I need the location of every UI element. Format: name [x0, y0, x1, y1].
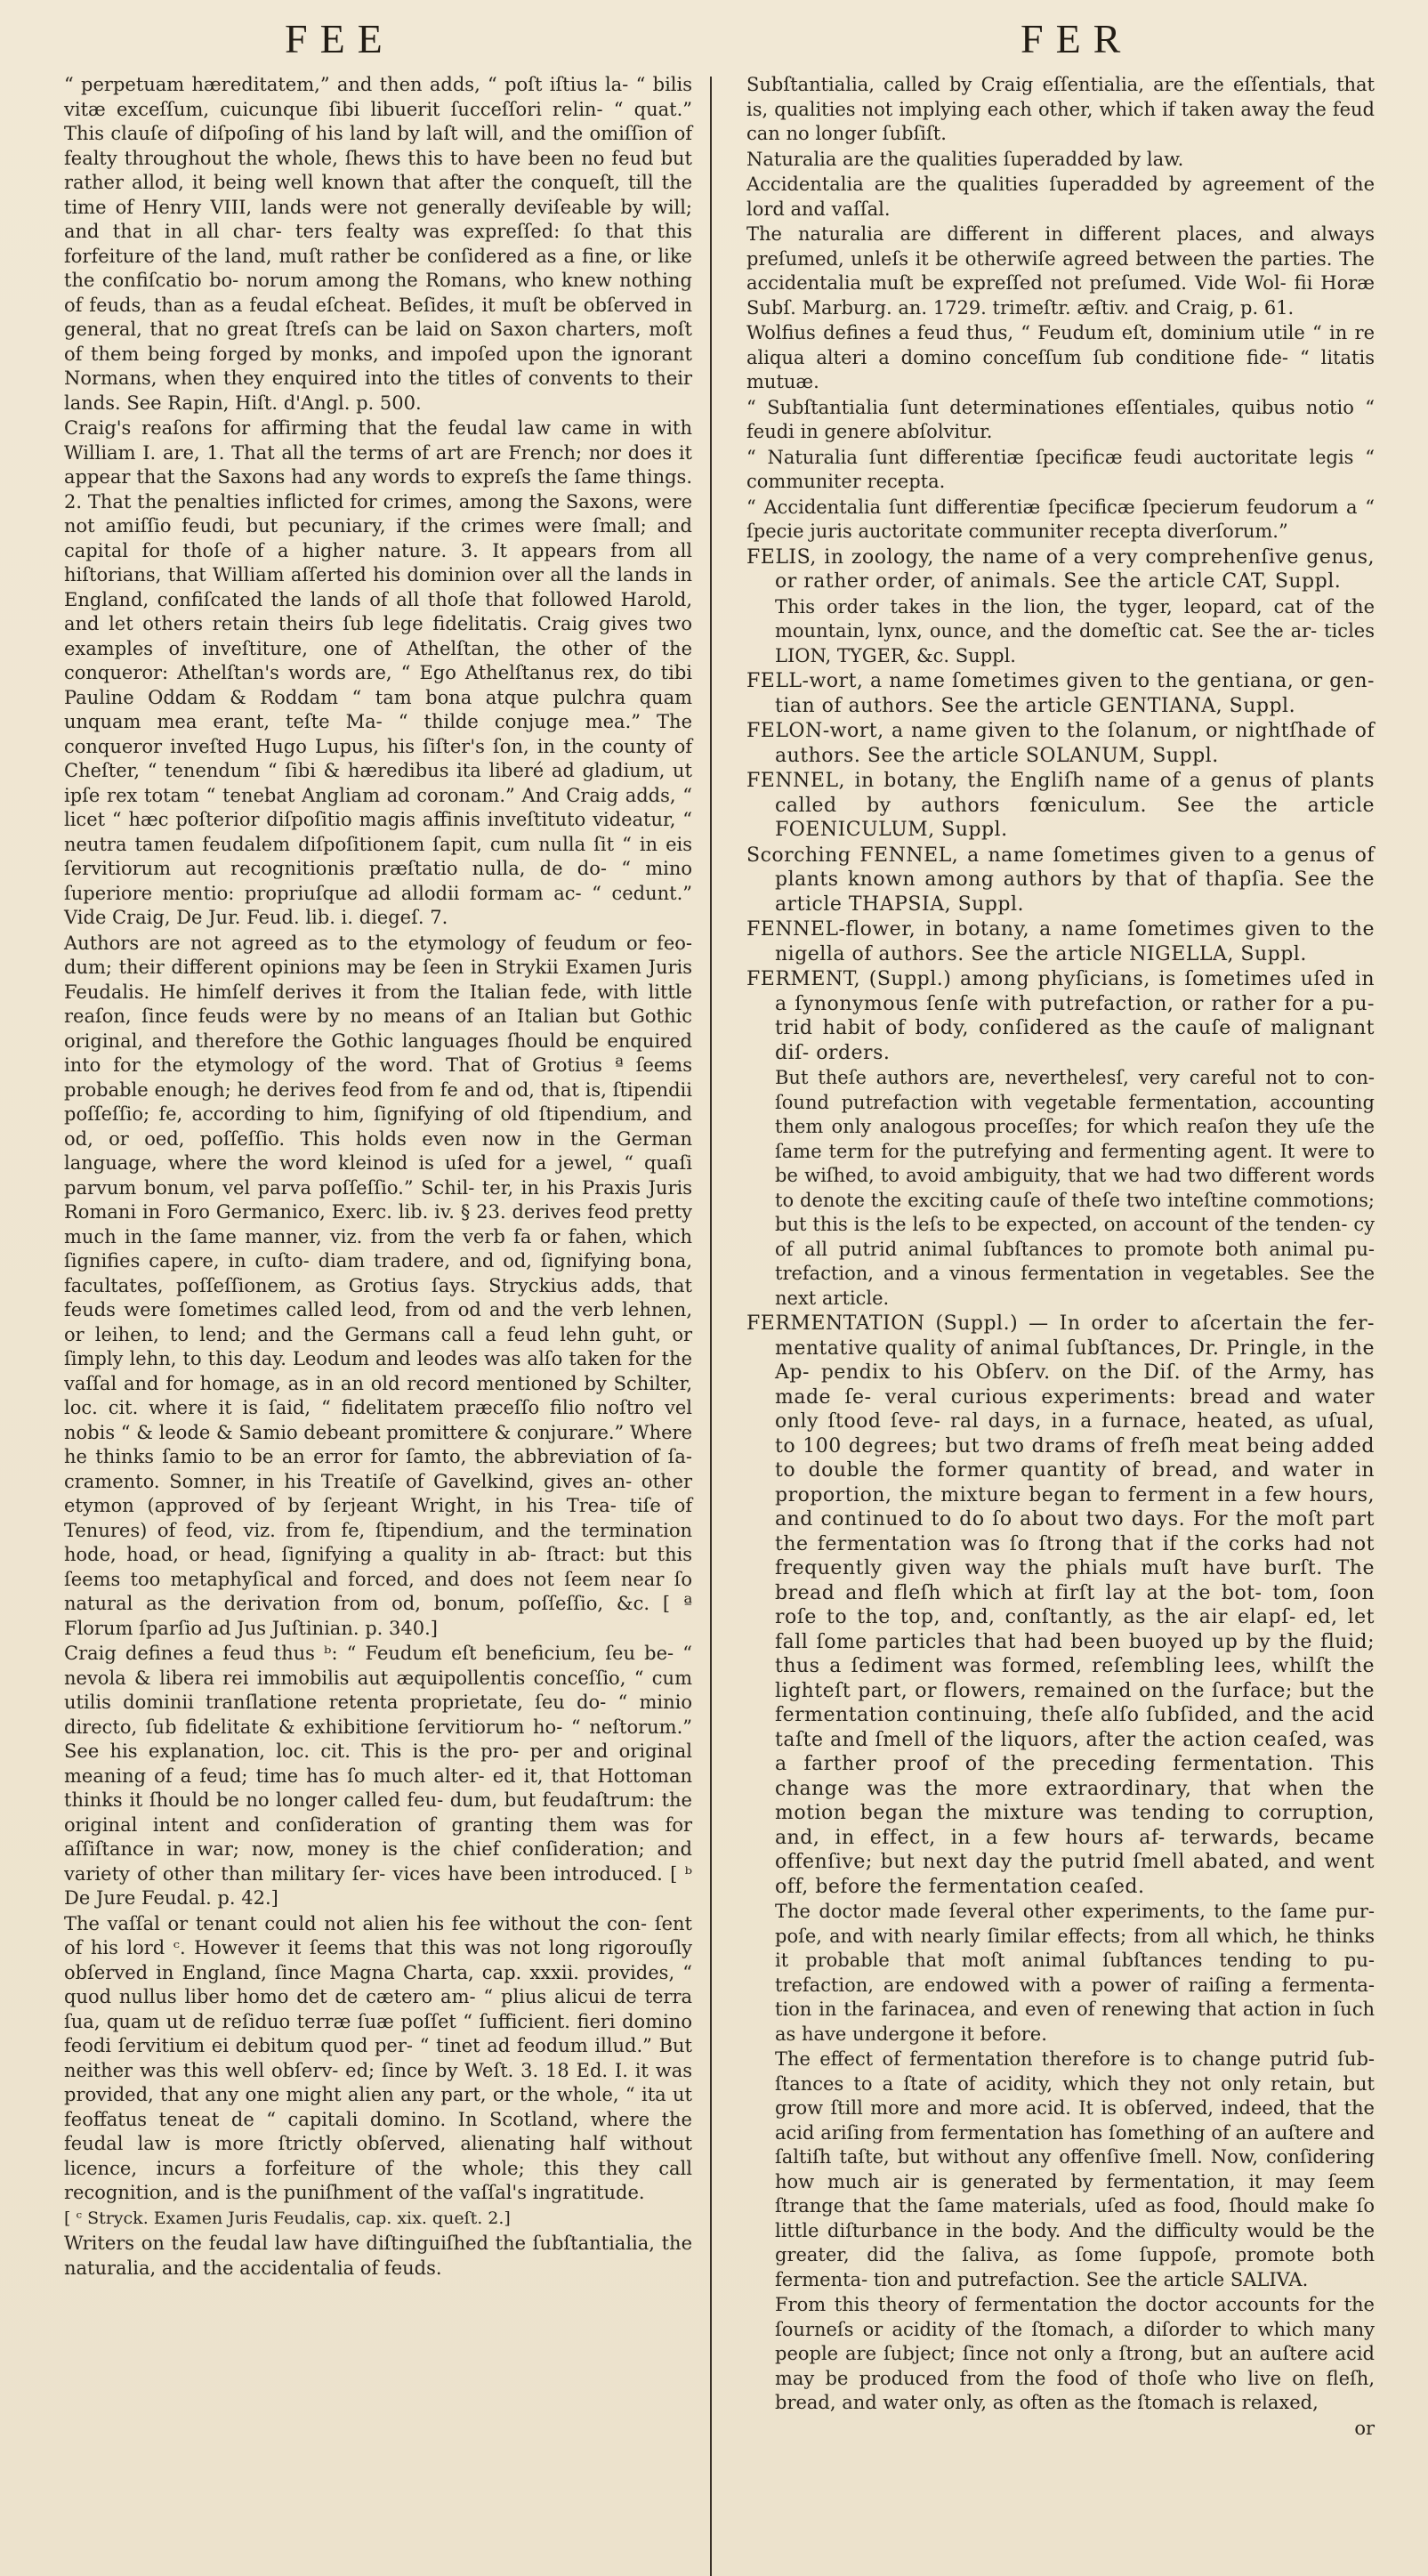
paragraph-ferment-authors: But theſe authors are, neverthelesſ, very careful not to con- ſound putrefaction with vegetable fermentation, accounting them only analogous proceſſes; for which reaſon they uſe the ſame term for the putrefying and fermenting agent. It were to be wiſhed, to avoid ambiguity, that we had two different words to denote the exciting cauſe of theſe two inteſtine commotions; but this is the leſs to be expected, on account of the tenden- cy of all putrid animal ſubſtances to promote both animal pu- trefaction, and a vinous fermentation in vegetables. See the next article.: [775, 1067, 1375, 1309]
paragraph-felis-order: This order takes in the lion, the tyger, leopard, cat of the mountain, lynx, ounce, and the domeſtic cat. See the ar- ticles LION, TYGER, &c. Suppl.: [775, 595, 1375, 666]
footnote-stryck: [ ᶜ Stryck. Examen Juris Feudalis, cap. xix. queſt. 2.]: [64, 2208, 511, 2228]
entry-fermentation: FERMENTATION (Suppl.) — In order to aſcertain the fer- mentative quality of animal ſubſtances, Dr. Pringle, in the Ap- pendix to his Obſerv. on the Diſ. of the Army, has made ſe- veral curious experiments: bread and water only ſtood ſeve- ral days, in a furnace, heated, as uſual, to 100 degrees; but two drams of freſh meat being added to double the former quantity of bread, and water in proportion, the mixture began to ferment in a few hours, and continued to do ſo about two days. For the moſt part the fermentation was ſo ſtrong that if the corks had not frequently given way the phials muſt have burſt. The bread and fleſh which at firſt lay at the bot- tom, ſoon roſe to the top, and, conſtantly, as the air elapſ- ed, let fall ſome particles that had been buoyed up by the fluid; thus a ſediment was formed, reſembling lees, whilſt the lighteſt part, or flowers, remained on the ſurface; but the fermentation continuing, theſe alſo ſubſided, and the acid taſte and ſmell of the liquors, after the action ceaſed, was a farther proof of the preceding fermentation. This change was the more extraordinary, that when the motion began the mixture was tending to corruption, and, in effect, in a few hours af- terwards, became offenſive; but next day the putrid ſmell abated, and went off, before the fermentation ceaſed.: [746, 1312, 1375, 1898]
entry-fennel: FENNEL, in botany, the Engliſh name of a genus of plants called by authors fœniculum. See the article FOENICULUM, Suppl.: [746, 770, 1375, 841]
quote-accidentalia: “ Accidentalia ſunt differentiæ ſpecificæ ſpecierum feudorum a “ ſpecie juris auctoritate communiter recepta diverſorum.”: [746, 496, 1375, 542]
paragraph-feud-will: “ perpetuam hæreditatem,” and then adds, “ poſt iſtius la- “ bilis vitæ exceſſum, cuicunque ſibi libuerit ſucceſſori relin- “ quat.” This clauſe of diſpoſing of his land by laſt will, and the omiſſion of fealty throughout the whole, ſhews this to have been no feud but rather allod, it being well known that after the conqueſt, till the time of Henry VIII, lands were not generally deviſeable by will; and that in all char- ters fealty was expreſſed: ſo that this forfeiture of the land, muſt rather be conſidered as a fine, or like the confiſcatio bo- norum among the Romans, who knew nothing of feuds, than as a feudal eſcheat. Beſides, it muſt be obſerved in general, that no great ſtreſs can be laid on Saxon charters, moſt of them being forged by monks, and impoſed upon the ignorant Normans, when they enquired into the titles of convents to their lands. See Rapin, Hiſt. d'Angl. p. 500.: [64, 74, 692, 414]
right-column: [746, 73, 1375, 2442]
paragraph-substantialia: Subſtantialia, called by Craig eſſentialia, are the eſſentials, that is, qualities not implying each other, which if taken away the feud can no longer ſubſiſt.: [746, 74, 1375, 144]
entry-scorching-fennel: Scorching FENNEL, a name ſometimes given to a genus of plants known among authors by that of thapſia. See the article THAPSIA, Suppl.: [746, 844, 1375, 916]
entry-felis: FELIS, in zoology, the name of a very comprehenſive genus, or rather order, of animals. See the article CAT, Suppl.: [746, 545, 1375, 593]
paragraph-vassal-alien: The vaſſal or tenant could not alien his fee without the con- ſent of his lord ᶜ. However it ſeems that this was not long rigorouſly obſerved in England, ſince Magna Charta, cap. xxxii. provides, “ quod nullus liber homo det de cætero am- “ plius alicui de terra ſua, quam ut de reſiduo terræ ſuæ poſſet “ ſufficient. fieri domino feodi ſervitium ei debitum quod per- “ tinet ad feodum illud.” But neither was this well obſerv- ed; ſince by Weſt. 3. 18 Ed. I. it was provided, that any one might alien any part, or the whole, “ ita ut feoffatus teneat de “ capitali domino. In Scotland, where the feudal law is more ſtrictly obſerved, alienating half without licence, incurs a forfeiture of the whole; this they call recognition, and is the puniſhment of the vaſſal's ingratitude.: [64, 1912, 692, 2203]
column-divider: [710, 77, 712, 2576]
text-columns: [64, 73, 1375, 2442]
running-headers: [64, 12, 1375, 66]
paragraph-naturalia: Naturalia are the qualities ſuperadded by law.: [746, 148, 1184, 170]
catchword: or: [1354, 2417, 1375, 2439]
paragraph-etymology: Authors are not agreed as to the etymology of feudum or feo- dum; their different opinions may be ſeen in Strykii Examen Juris Feudalis. He himſelf derives it from the Italian fede, with little reaſon, ſince feuds were by no means of an Italian but Gothic original, and therefore the Gothic languages ſhould be enquired into for the etymology of the word. That of Grotius ª ſeems probable enough; he derives feod from fe and od, that is, ſtipendii poſſeſſio; fe, according to him, ſignifying of old ſtipendium, and od, or oed, poſſeſſio. This holds even now in the German language, where the word kleinod is uſed for a jewel, “ quaſi parvum bonum, vel parva poſſeſſio.” Schil- ter, in his Praxis Juris Romani in Foro Germanico, Exerc. lib. iv. § 23. derives feod pretty much in the ſame manner, viz. from the verb fa or fahen, which ſignifies capere, in cuſto- diam tradere, and od, ſignifying bona, facultates, poſſeſſionem, as Grotius ſays. Stryckius adds, that feuds were ſometimes called leod, from od and the verb lehnen, or leihen, to lend; and the Germans call a feud lehn guht, or ſimply lehn, to this day. Leodum and leodes was alſo taken for the vaſſal and for homage, as in an old record mentioned by Schilter, loc. cit. where it is ſaid, “ fidelitatem præceſſo filio noſtro vel nobis “ & leode & Samio debeant promittere & conjurare.” Where he thinks ſamio to be an error for ſamto, the abbreviation of ſa- cramento. Somner, in his Treatiſe of Gavelkind, gives an- other etymon (approved of by ſerjeant Wright, in his Trea- tiſe of Tenures) of feod, viz. from fe, ſtipendium, and the termination hode, hoad, or head, ſignifying a quality in ab- ſtract: but this ſeems too metaphyſical and forced, and does not ſeem near ſo natural as the derivation from od, bonum, poſſeſſio, &c. [ ª Florum ſparſio ad Jus Juſtinian. p. 340.]: [64, 932, 692, 1639]
quote-substantialia: “ Subſtantialia ſunt determinationes eſſentiales, quibus notio “ feudi in genere abſolvitur.: [746, 396, 1375, 442]
paragraph-effect-fermentation: The effect of fermentation therefore is to change putrid ſub- ſtances to a ſtate of acidity, which they not only retain, but grow ſtill more and more acid. It is obſerved, indeed, that the acid ariſing from fermentation has ſomething of an auſtere and ſaltiſh taſte, but without any offenſive ſmell. Now, conſidering how much air is generated by fermentation, it may ſeem ſtrange that the ſame materials, uſed as food, ſhould make ſo little diſturbance in the body. And the difficulty would be the greater, did the ſaliva, as ſome ſuppoſe, promote both fermenta- tion and putrefaction. See the article SALIVA.: [775, 2048, 1375, 2290]
entry-fennel-flower: FENNEL-flower, in botany, a name ſometimes given to the nigella of authors. See the article NIGELLA, Suppl.: [746, 918, 1375, 965]
entry-fell-wort: FELL-wort, a name ſometimes given to the gentiana, or gen- tian of authors. See the article GENTIANA, Suppl.: [746, 670, 1375, 717]
entry-ferment: FERMENT, (Suppl.) among phyſicians, is ſometimes uſed in a ſynonymous ſenſe with putrefaction, or rather for a pu- trid habit of body, conſidered as the cauſe of malignant diſ- orders.: [746, 968, 1375, 1064]
running-head-right: FER: [1021, 16, 1134, 61]
paragraph-doctor-experiments: The doctor made ſeveral other experiments, to the ſame pur- poſe, and with nearly ſimilar effects; from all which, he thinks it probable that moſt animal ſubſtances tending to pu- trefaction, are endowed with a power of raiſing a fermenta- tion in the farinacea, and even of renewing that action in ſuch as have undergone it before.: [775, 1901, 1375, 2045]
paragraph-craig-reasons: Craig's reaſons for affirming that the feudal law came in with William I. are, 1. That all the terms of art are French; nor does it appear that the Saxons had any words to expreſs the ſame things. 2. That the penalties inflicted for crimes, among the Saxons, were not amiſſio feudi, but pecuniary, if the crimes were ſmall; and capital for thoſe of a higher nature. 3. It appears from all hiſtorians, that William aſſerted his dominion over all the lands in England, confiſcated the lands of all thoſe that followed Harold, and let others retain theirs ſub lege fidelitatis. Craig gives two examples of inveſtiture, one of Athelſtan, the other of the conqueror: Athelſtan's words are, “ Ego Athelſtanus rex, do tibi Pauline Oddam & Roddam “ tam bona atque pulchra quam unquam mea erant, teſte Ma- “ thilde conjuge mea.” The conqueror inveſted Hugo Lupus, his ſiſter's ſon, in the county of Cheſter, “ tenendum “ ſibi & hæredibus ita liberé ad gladium, ut ipſe rex totam “ tenebat Angliam ad coronam.” And Craig adds, “ licet “ hæc poſterior diſpoſitio magis affinis inveſtituto videatur, “ neutra tamen feudalem diſpoſitionem ſapit, cum nulla ſit “ in eis ſervitiorum aut recognitionis præſtatio nulla, de do- “ mino ſuperiore mentio: propriuſque ad allodii formam ac- “ cedunt.” Vide Craig, De Jur. Feud. lib. i. diegeſ. 7.: [64, 417, 692, 928]
paragraph-accidentalia: Accidentalia are the qualities ſuperadded by agreement of the lord and vaſſal.: [746, 174, 1375, 220]
paragraph-craig-definition: Craig defines a feud thus ᵇ: “ Feudum eſt beneficium, ſeu be- “ nevola & libera rei immobilis aut æquipollentis conceſſio, “ cum utilis dominii tranſlatione retenta proprietate, ſeu do- “ minio directo, ſub fidelitate & exhibitione ſervitiorum ho- “ neſtorum.” See his explanation, loc. cit. This is the pro- per and original meaning of a feud; time has ſo much alter- ed it, that Hottoman thinks it ſhould be no longer called feu- dum, but feudaſtrum: the original intent and conſideration of granting them was for aſſiſtance in war; now, money is the chief conſideration; and variety of other than military ſer- vices have been introduced. [ ᵇ De Jure Feudal. p. 42.]: [64, 1643, 692, 1909]
paragraph-theory-fermentation: From this theory of fermentation the doctor accounts for the ſourneſs or acidity of the ſtomach, a diſorder to which many people are ſubject; ſince not only a ſtrong, but an auſtere acid may be produced from the food of thoſe who live on fleſh, bread, and water only, as often as the ſtomach is relaxed,: [775, 2294, 1375, 2413]
quote-naturalia: “ Naturalia ſunt differentiæ ſpecificæ feudi auctoritate legis “ communiter recepta.: [746, 446, 1375, 492]
entry-felon-wort: FELON-wort, a name given to the ſolanum, or nightſhade of authors. See the article SOLANUM, Suppl.: [746, 720, 1375, 767]
running-head-left: FEE: [285, 16, 395, 61]
paragraph-naturalia-different: The naturalia are different in different places, and always preſumed, unleſs it be otherwiſe agreed between the parties. The accidentalia muſt be expreſſed not preſumed. Vide Wol- fii Horæ Subſ. Marburg. an. 1729. trimeſtr. æſtiv. and Craig, p. 61.: [746, 223, 1375, 319]
paragraph-writers: Writers on the feudal law have diſtinguiſhed the ſubſtantialia, the naturalia, and the accidentalia of feuds.: [64, 2233, 692, 2279]
left-column: [64, 73, 692, 2442]
paragraph-wolfius: Wolfius defines a feud thus, “ Feudum eſt, dominium utile “ in re aliqua alteri a domino conceſſum ſub conditione fide- “ litatis mutuæ.: [746, 322, 1375, 392]
